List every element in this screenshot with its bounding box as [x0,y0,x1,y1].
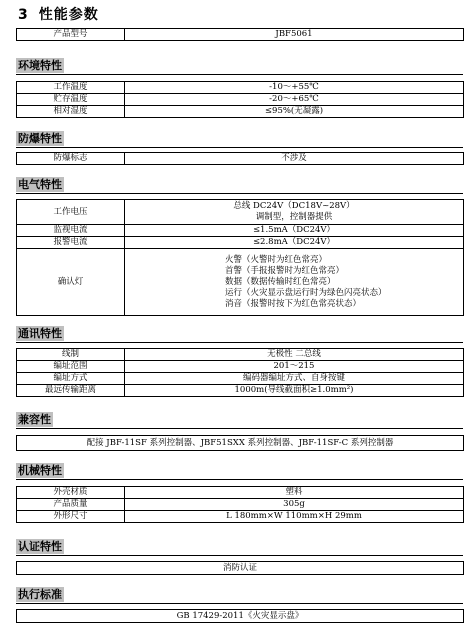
table-row [17,562,464,575]
section-title [18,4,99,24]
standard-section-heading [16,590,463,604]
section-title-text: 性能参数 [38,7,99,23]
confirm-led-label: 确认灯 [17,249,125,316]
cert-section-heading [16,542,463,556]
confirm-led-line: 消音（报警时按下为红色常亮状态） [225,298,362,309]
voltage-line-2: 调制型，控制器提供 [255,212,333,222]
comm-row-label: 最远传输距离 [17,385,125,397]
env-row-label: 工作温度 [17,82,125,94]
explosion-row-value: 不涉及 [125,153,464,165]
comm-section-heading [16,329,463,343]
table-row [17,200,464,225]
env-row-value: -10～+55℃ [125,82,464,94]
mech-section-heading [16,466,463,480]
env-row-label: 贮存温度 [17,94,125,106]
env-section-heading [16,61,463,75]
comm-row-value: 201～215 [125,361,464,373]
mech-row-value: 塑料 [125,487,464,499]
env-heading-label: 环境特性 [18,59,62,72]
mech-heading-label: 机械特性 [18,464,62,477]
comm-row-label: 编址方式 [17,373,125,385]
mech-row-value: L 180mm×W 110mm×H 29mm [125,511,464,523]
comm-row-value: 编码器编址方式、自身按键 [125,373,464,385]
electrical-row-value: ≤2.8mA（DC24V） [125,237,464,249]
mech-row-label: 产品质量 [17,499,125,511]
env-row-label: 相对湿度 [17,106,125,118]
comm-heading-label: 通讯特性 [18,327,62,340]
explosion-section-heading [16,134,463,148]
comm-row-label: 编址范围 [17,361,125,373]
electrical-section-heading [16,180,463,194]
table-row [17,94,464,106]
table-row [17,373,464,385]
mech-row-label: 外壳材质 [17,487,125,499]
env-table [16,81,464,118]
cert-table [16,561,464,575]
compat-heading-label: 兼容性 [18,413,51,426]
electrical-heading-label: 电气特性 [18,178,62,191]
env-row-value: ≤95%(无凝露) [125,106,464,118]
comm-table [16,348,464,397]
table-row [17,249,464,316]
table-row [17,610,464,623]
voltage-line-1: 总线 DC24V（DC18V~28V） [233,201,355,211]
explosion-row-label: 防爆标志 [17,153,125,165]
comm-row-label: 线制 [17,349,125,361]
standard-value: GB 17429-2011《火灾显示盘》 [17,610,464,623]
confirm-led-value [125,249,464,316]
table-row [17,385,464,397]
table-row [17,153,464,165]
explosion-table [16,152,464,165]
electrical-table [16,199,464,316]
electrical-row-label: 监视电流 [17,225,125,237]
confirm-led-line: 运行（火灾显示盘运行时为绿色闪亮状态） [225,287,387,298]
confirm-led-line: 数据（数据传输时红色常亮） [225,276,336,287]
comm-row-value: 1000m(导线截面积≥1.0mm²) [125,385,464,397]
table-row [17,349,464,361]
cert-heading-label: 认证特性 [18,540,62,553]
mech-table [16,486,464,523]
product-model-value: JBF5061 [125,29,464,41]
electrical-row-label: 报警电流 [17,237,125,249]
mech-row-label: 外形尺寸 [17,511,125,523]
env-row-value: -20～+65℃ [125,94,464,106]
explosion-heading-label: 防爆特性 [18,132,62,145]
compat-value: 配接 JBF-11SF 系列控制器、JBF51SXX 系列控制器、JBF-11SF-C 系列控制器 [17,436,464,451]
voltage-label: 工作电压 [17,200,125,225]
compat-table [16,435,464,451]
table-row [17,225,464,237]
table-row [17,361,464,373]
table-row [17,82,464,94]
confirm-led-line: 火警（火警时为红色常亮） [225,254,328,265]
table-row [17,487,464,499]
mech-row-value: 305g [125,499,464,511]
cert-value: 消防认证 [17,562,464,575]
table-row [17,436,464,451]
table-row [17,106,464,118]
section-number: 3 [18,7,29,23]
electrical-row-value: ≤1.5mA（DC24V） [125,225,464,237]
product-model-table [16,28,464,41]
standard-table [16,609,464,623]
table-row [17,499,464,511]
compat-section-heading [16,415,463,429]
comm-row-value: 无极性 二总线 [125,349,464,361]
table-row [17,237,464,249]
table-row [17,29,464,41]
standard-heading-label: 执行标准 [18,588,62,601]
confirm-led-line: 首警（手报报警时为红色常亮） [225,265,345,276]
product-model-label: 产品型号 [17,29,125,41]
table-row [17,511,464,523]
voltage-value [125,200,464,225]
